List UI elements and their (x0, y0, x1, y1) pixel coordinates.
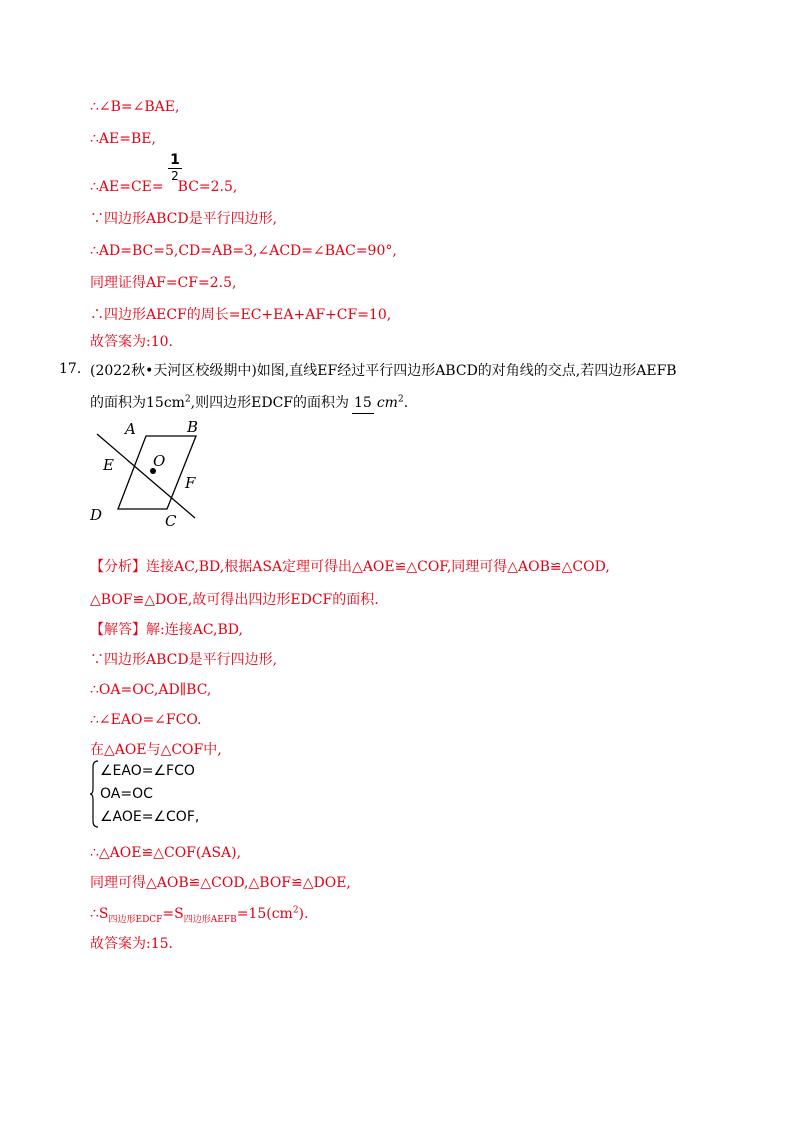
solution-line-5: 在△AOE与△COF中, (90, 742, 222, 758)
solution-line-6: ∴△AOE≌△COF(ASA), (90, 845, 242, 861)
proof-line-3-tail: BC=2.5, (177, 179, 238, 195)
proof-line-3-head: ∴AE=CE= (90, 179, 164, 195)
proof-line-3 (90, 177, 237, 197)
fraction-half (168, 152, 182, 183)
area-sub-1: 四边形EDCF (108, 914, 163, 925)
solution-line-1: 【解答】解:连接AC,BD, (90, 622, 243, 638)
fraction-numerator: 1 (168, 152, 182, 169)
system-eq-1: ∠EAO=∠FCO (100, 763, 195, 779)
solution-line-4: ∴∠EAO=∠FCO. (90, 712, 202, 728)
answer-blank (352, 393, 374, 414)
analysis-line-1: 【分析】连接AC,BD,根据ASA定理可得出△AOE≌△COF,同理可得△AOB≌△COD, (90, 559, 610, 575)
proof-line-7: ∴四边形AECF的周长=EC+EA+AF+CF=10, (90, 307, 392, 323)
area-value: =15(cm (236, 906, 293, 922)
solution-line-2: ∵四边形ABCD是平行四边形, (90, 652, 278, 668)
solution-line-7: 同理可得△AOB≌△COD,△BOF≌△DOE, (90, 875, 351, 891)
equation-system (90, 759, 290, 829)
system-eq-2: OA=OC (100, 786, 153, 802)
label-c: C (165, 512, 177, 530)
area-s1: ∴S (90, 906, 109, 922)
analysis-line-2: △BOF≌△DOE,故可得出四边形EDCF的面积. (90, 592, 379, 608)
answer-unit-sup: 2 (397, 394, 404, 405)
question-number: 17. (59, 361, 82, 377)
left-brace-icon (90, 759, 100, 829)
area-sub-2: 四边形AEFB (183, 914, 237, 925)
label-f: F (185, 474, 196, 492)
system-eq-3: ∠AOE=∠COF, (100, 809, 200, 825)
answer-value: 15 (354, 395, 372, 411)
fraction-denominator: 2 (171, 169, 179, 183)
question-end: . (403, 395, 409, 411)
proof-line-8: 故答案为:10. (90, 334, 173, 350)
area-s2: =S (162, 906, 184, 922)
solution-line-3: ∴OA=OC,AD∥BC, (90, 682, 212, 698)
parallelogram-figure (85, 415, 215, 530)
area-sup: 2 (292, 905, 299, 916)
parallelogram-abcd (118, 436, 196, 509)
question-text-line-2 (90, 393, 408, 414)
label-d: D (90, 506, 103, 524)
proof-line-4: ∵四边形ABCD是平行四边形, (90, 211, 278, 227)
proof-line-5: ∴AD=BC=5,CD=AB=3,∠ACD=∠BAC=90°, (90, 243, 397, 259)
proof-line-6: 同理证得AF=CF=2.5, (90, 275, 237, 291)
proof-line-1: ∴∠B=∠BAE, (90, 99, 180, 115)
final-answer-line: 故答案为:15. (90, 936, 173, 952)
question-area-given: 的面积为15cm (90, 395, 185, 411)
question-sup: 2 (184, 394, 191, 405)
proof-line-2: ∴AE=BE, (90, 131, 156, 147)
solution-area-line (90, 904, 308, 924)
label-b: B (187, 418, 199, 436)
answer-unit: cm (376, 395, 398, 411)
question-area-ask: ,则四边形EDCF的面积为 (190, 395, 349, 411)
label-e: E (103, 456, 114, 474)
question-text-line-1: (2022秋•天河区校级期中)如图,直线EF经过平行四边形ABCD的对角线的交点,若四边形AEFB (90, 363, 677, 379)
label-a: A (125, 420, 136, 438)
area-end: ). (298, 906, 309, 922)
label-o: O (153, 452, 166, 470)
